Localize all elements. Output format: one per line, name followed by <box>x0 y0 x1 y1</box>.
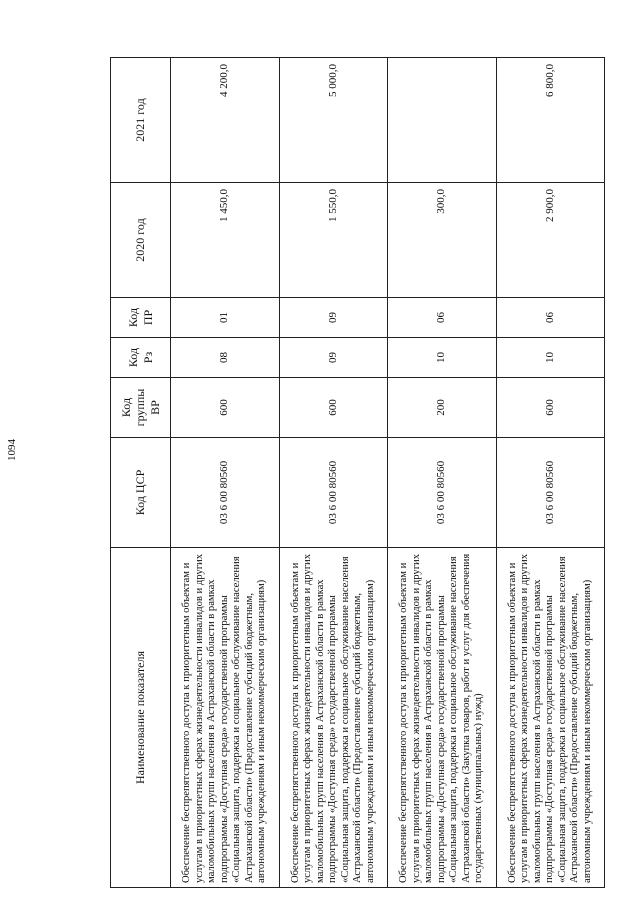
row-csr: 03 6 00 80560 <box>279 438 388 548</box>
row-2021: 5 000,0 <box>279 58 388 183</box>
row-vr: 600 <box>496 378 605 438</box>
row-2021: 6 800,0 <box>496 58 605 183</box>
row-rz: 08 <box>171 338 280 378</box>
row-name: Обеспечение беспрепятственного доступа к приоритетным объектам и услугам в приоритетных сферах жизнедеятельности инвалидов и других маломобильных групп населения в Астраханской области в рамках подпрограммы «Доступная среда» государственной программы «Социальная защита, поддержка и социальное обслуживание населения Астраханской области» (Предоставление субсидий бюджетным, автономным учреждениям и иным некоммерческим организациям) <box>496 548 605 888</box>
row-2020: 1 550,0 <box>279 183 388 298</box>
row-pr: 06 <box>388 298 497 338</box>
table-row <box>171 58 280 888</box>
row-pr: 06 <box>496 298 605 338</box>
row-csr: 03 6 00 80560 <box>171 438 280 548</box>
header-2020: 2020 год <box>111 183 171 298</box>
table-header-row <box>111 58 171 888</box>
table-row <box>388 58 497 888</box>
row-csr: 03 6 00 80560 <box>388 438 497 548</box>
row-csr: 03 6 00 80560 <box>496 438 605 548</box>
row-vr: 600 <box>171 378 280 438</box>
budget-table <box>110 57 605 888</box>
header-2021: 2021 год <box>111 58 171 183</box>
table-row <box>496 58 605 888</box>
table-rotation-frame <box>110 58 605 888</box>
row-pr: 01 <box>171 298 280 338</box>
header-pr: Код ПР <box>111 298 171 338</box>
row-2021 <box>388 58 497 183</box>
row-vr: 600 <box>279 378 388 438</box>
row-rz: 10 <box>496 338 605 378</box>
rotated-table-container <box>110 58 605 888</box>
header-rz: Код Рз <box>111 338 171 378</box>
row-rz: 10 <box>388 338 497 378</box>
row-2020: 300,0 <box>388 183 497 298</box>
header-vr: Код группы ВР <box>111 378 171 438</box>
header-name: Наименование показателя <box>111 548 171 888</box>
row-name: Обеспечение беспрепятственного доступа к приоритетным объектам и услугам в приоритетных сферах жизнедеятельности инвалидов и других маломобильных групп населения в Астраханской области в рамках подпрограммы «Доступная среда» государственной программы «Социальная защита, поддержка и социальное обслуживание населения Астраханской области» (Закупка товаров, работ и услуг для обеспечения государственных (муниципальных) нужд) <box>388 548 497 888</box>
row-vr: 200 <box>388 378 497 438</box>
header-csr: Код ЦСР <box>111 438 171 548</box>
row-rz: 09 <box>279 338 388 378</box>
row-name: Обеспечение беспрепятственного доступа к приоритетным объектам и услугам в приоритетных сферах жизнедеятельности инвалидов и других маломобильных групп населения в Астраханской области в рамках подпрограммы «Доступная среда» государственной программы «Социальная защита, поддержка и социальное обслуживание населения Астраханской области» (Предоставление субсидий бюджетным, автономным учреждениям и иным некоммерческим организациям) <box>171 548 280 888</box>
row-2021: 4 200,0 <box>171 58 280 183</box>
page-number: 1094 <box>6 439 18 461</box>
row-pr: 09 <box>279 298 388 338</box>
row-2020: 2 900,0 <box>496 183 605 298</box>
row-name: Обеспечение беспрепятственного доступа к приоритетным объектам и услугам в приоритетных сферах жизнедеятельности инвалидов и других маломобильных групп населения в Астраханской области в рамках подпрограммы «Доступная среда» государственной программы «Социальная защита, поддержка и социальное обслуживание населения Астраханской области» (Предоставление субсидий бюджетным, автономным учреждениям и иным некоммерческим организациям) <box>279 548 388 888</box>
row-2020: 1 450,0 <box>171 183 280 298</box>
table-row <box>279 58 388 888</box>
